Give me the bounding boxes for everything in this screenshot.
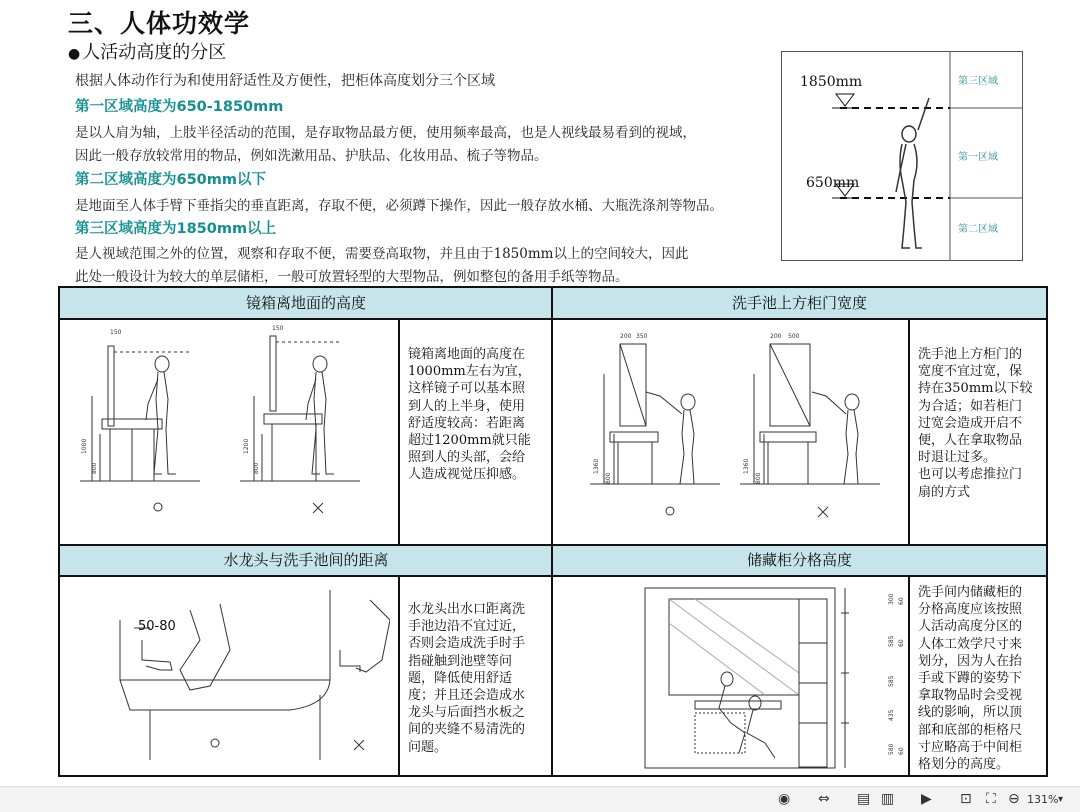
panel-2-desc (918, 346, 1032, 501)
actual-size-icon[interactable]: ⊡ (960, 791, 972, 807)
subheading (68, 38, 226, 64)
dim-300: 300 (888, 593, 895, 605)
subheading-text: 人活动高度的分区 (82, 42, 227, 63)
panel-3-desc-line: 指碰触到池壁等问 (408, 653, 513, 669)
zoom-out-icon[interactable]: ⊖ (1008, 791, 1020, 807)
panel-3-figure (90, 580, 390, 775)
dim-60-b: 60 (898, 639, 905, 647)
two-page-icon[interactable]: ▥ (881, 791, 895, 807)
zone-2-title: 第二区域高度为650mm以下 (75, 172, 266, 188)
panel-4-desc-line: 拿取物品时会受视 (918, 688, 1023, 704)
panel-4-desc-line: 划分，因为人在抬 (918, 653, 1023, 669)
zone-1-line-2: 因此一般存放较常用的物品，例如洗漱用品、护肤品、化妆用品、梳子等物品。 (75, 148, 548, 164)
divider-row (60, 544, 1046, 546)
panel-1-desc-line: 人造成视觉压抑感。 (408, 467, 526, 483)
bullet-icon: ● (68, 46, 81, 62)
dim-580: 580 (888, 743, 895, 755)
dim-200-b: 200 (770, 333, 782, 340)
zone-3-line-1: 是人视域范围之外的位置，观察和存取不便，需要登高取物，并且由于1850mm以上的空间较大，因此 (75, 246, 689, 262)
dim-60-a: 60 (898, 597, 905, 605)
panel-3-desc-line: 间的夹缝不易清洗的 (408, 722, 526, 738)
zoom-dropdown-icon[interactable]: ▾ (1058, 794, 1064, 805)
panel-4-desc-line: 部和底部的柜格尺 (918, 722, 1023, 738)
panel-3-desc-line: 题，降低使用舒适 (408, 670, 513, 686)
panel-2-desc-line: 持在350mm以下较 (918, 381, 1033, 397)
dim-800-b: 800 (253, 462, 260, 474)
divider-middle (551, 288, 553, 775)
panel-3-desc (408, 601, 525, 756)
panel-1-desc-line: 照到人的头部，会给 (408, 450, 526, 466)
divider-header-1 (60, 318, 1046, 320)
dim-800-c: 800 (605, 472, 612, 484)
zone-label-1: 第一区域 (958, 152, 998, 163)
panel-2-desc-line: 宽度不宜过宽，保 (918, 364, 1023, 380)
panel-3-desc-line: 度；并且还会造成水 (408, 688, 526, 704)
panel-3-desc-line: 问题。 (408, 739, 448, 755)
panel-2-figure (590, 324, 900, 534)
panel-1-desc-line: 舒适度较高：若距离 (408, 415, 526, 431)
intro-text: 根据人体动作行为和使用舒适性及方便性，把柜体高度划分三个区域 (75, 73, 495, 89)
divider-header-2 (60, 575, 1046, 577)
panel-2-header: 洗手池上方柜门宽度 (553, 288, 1046, 318)
panel-3-desc-line: 手池边沿不宜过近， (408, 619, 526, 635)
zone-3-title: 第三区域高度为1850mm以上 (75, 221, 277, 237)
dim-1360-b: 1360 (743, 458, 750, 474)
dim-60-c: 60 (898, 747, 905, 755)
dim-1200: 1200 (243, 438, 250, 454)
divider-p3 (398, 576, 400, 775)
panel-3-header: 水龙头与洗手池间的距离 (60, 545, 552, 575)
panel-2-desc-line: 洗手池上方柜门的 (918, 347, 1023, 362)
ergonomics-table (58, 286, 1048, 777)
section-heading: 三、人体功效学 (68, 9, 251, 38)
eye-icon[interactable]: ◉ (778, 791, 791, 807)
dim-1360-a: 1360 (593, 458, 600, 474)
mark-1850: 1850mm (800, 74, 863, 90)
panel-4-desc-line: 格划分的高度。 (918, 757, 1010, 773)
panel-4-desc-line: 寸应略高于中间柜 (918, 739, 1023, 755)
panel-2-desc-line: 便，人在拿取物品 (918, 433, 1023, 449)
panel-1-desc (408, 346, 531, 484)
panel-2-desc-line: 扇的方式 (918, 484, 971, 500)
panel-1-desc-line: 这样镜子可以基本照 (408, 381, 526, 397)
zone-figure (781, 51, 1023, 261)
dim-350: 350 (636, 333, 648, 340)
panel-4-desc-line: 线的影响，所以顶 (918, 705, 1023, 721)
divider-p2 (908, 319, 910, 545)
viewer-status-bar (0, 786, 1080, 812)
dim-800-d: 800 (755, 472, 762, 484)
panel-4-desc-line: 洗手间内储藏柜的 (918, 585, 1023, 600)
zone-label-2: 第二区域 (958, 224, 998, 235)
panel-4-desc (918, 584, 1022, 773)
divider-p4 (908, 576, 910, 775)
dim-1000: 1000 (81, 438, 88, 454)
dim-50-80: 50-80 (138, 619, 176, 634)
panel-4-desc-line: 人活动高度分区的 (918, 619, 1023, 635)
panel-2-desc-line: 过宽会造成开启不 (918, 415, 1023, 431)
panel-4-desc-line: 手或下蹲的姿势下 (918, 671, 1023, 687)
dim-800-a: 800 (91, 462, 98, 474)
dim-500: 500 (788, 333, 800, 340)
panel-3-desc-line: 水龙头出水口距离洗 (408, 602, 526, 617)
zone-1-title: 第一区域高度为650-1850mm (75, 99, 284, 115)
zone-1-line-1: 是以人肩为轴，上肢半径活动的范围，是存取物品最方便，使用频率最高，也是人视线最易看到的视域， (75, 125, 696, 141)
panel-4-desc-line: 人体工效学尺寸来 (918, 636, 1023, 652)
panel-1-header: 镜箱离地面的高度 (60, 288, 552, 318)
panel-2-desc-line: 时退让过多。 (918, 450, 997, 466)
panel-4-header: 储藏柜分格高度 (553, 545, 1046, 575)
divider-p1 (398, 319, 400, 545)
panel-4-desc-line: 分格高度应该按照 (918, 602, 1023, 618)
dim-200-a: 200 (620, 333, 632, 340)
fit-width-icon[interactable]: ⇔ (818, 791, 830, 807)
zoom-level[interactable]: 131% (1027, 793, 1059, 806)
dim-150-a: 150 (110, 329, 122, 336)
panel-1-desc-line: 到人的上半身，使用 (408, 398, 526, 414)
panel-1-desc-line: 镜箱离地面的高度在 (408, 347, 526, 362)
dim-585-a: 585 (888, 635, 895, 647)
zone-label-3: 第三区域 (958, 76, 998, 87)
dim-435: 435 (888, 709, 895, 721)
panel-3-desc-line: 否则会造成洗手时手 (408, 636, 526, 652)
panel-2-desc-line: 为合适；如若柜门 (918, 398, 1023, 414)
panel-1-figure (80, 324, 390, 534)
zone-3-line-2: 此处一般设计为较大的单层储柜，一般可放置轻型的大型物品，例如整包的备用手纸等物品。 (75, 269, 629, 285)
panel-2-desc-line: 也可以考虑推拉门 (918, 467, 1023, 483)
dim-150-b: 150 (272, 325, 284, 332)
dim-585-b: 585 (888, 675, 895, 687)
fit-page-icon[interactable]: ⛶ (986, 791, 996, 807)
panel-1-desc-line: 超过1200mm就只能 (408, 433, 531, 449)
single-page-icon[interactable]: ▤ (857, 791, 871, 807)
play-icon[interactable]: ▶ (921, 791, 932, 807)
panel-4-figure (635, 583, 905, 773)
panel-3-desc-line: 龙头与后面挡水板之 (408, 705, 526, 721)
mark-650: 650mm (806, 175, 860, 191)
zone-2-line-1: 是地面至人体手臂下垂指尖的垂直距离，存取不便，必须蹲下操作，因此一般存放水桶、大瓶洗涤剂等物品。 (75, 198, 723, 214)
panel-1-desc-line: 1000mm左右为宜， (408, 364, 531, 380)
